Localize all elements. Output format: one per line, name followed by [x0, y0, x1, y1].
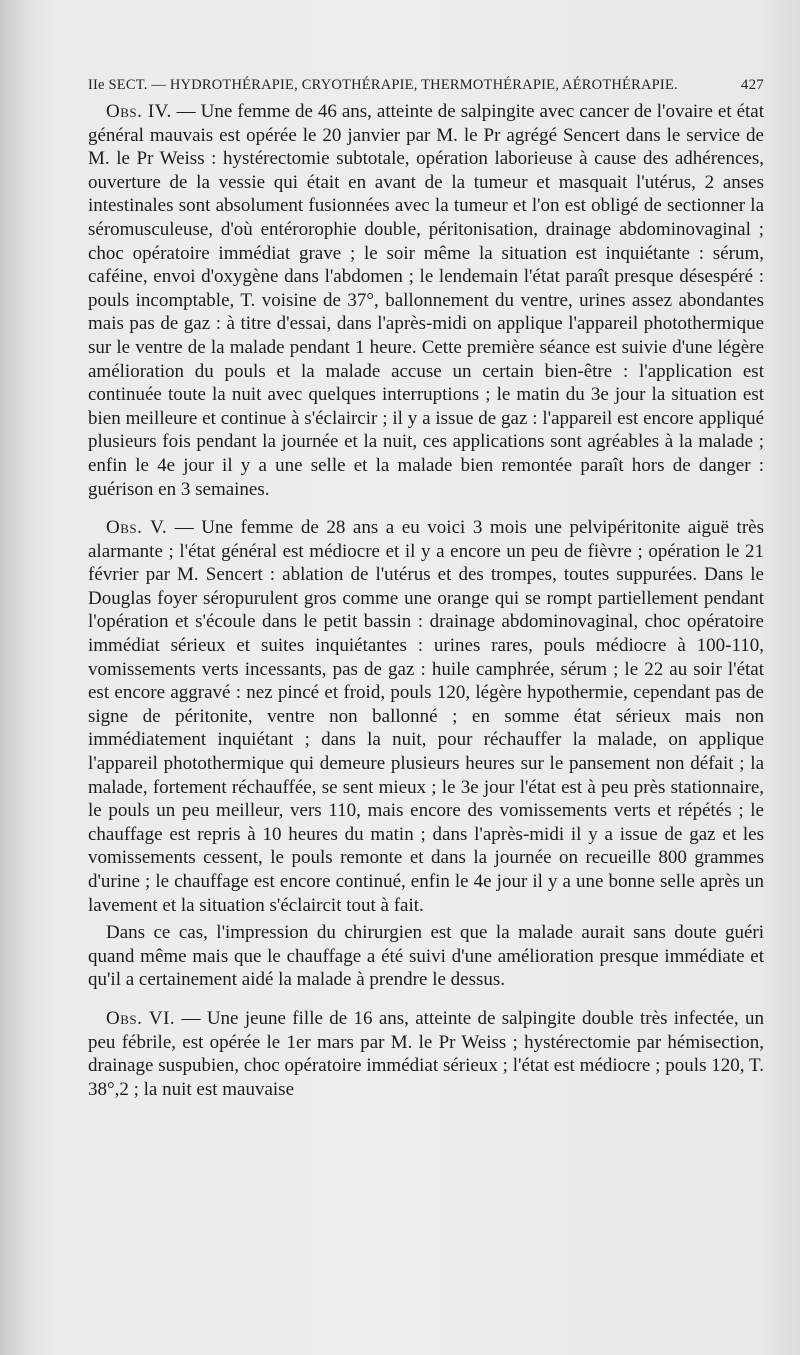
observation-vi-label: Obs. VI. — [106, 1007, 176, 1029]
paragraph-gap — [88, 501, 764, 516]
observation-iv — [88, 100, 764, 501]
observation-iv-label: Obs. IV. — [106, 101, 172, 122]
running-head — [88, 70, 764, 100]
paragraph-gap — [88, 992, 764, 1007]
observation-vi — [88, 1007, 764, 1101]
observation-vi-text: — Une jeune fille de 16 ans, atteinte de salpingite double très infectée, un peu fébrile, est opérée le 1er mars par M. le Pr Weiss ; hystérectomie par hémisection, drainage suspubien, choc opératoire immédiat sérieux ; l'état est médiocre ; pouls 120, T. 38°,2 ; la nuit est mauvaise — [88, 1007, 764, 1100]
commentary-paragraph: Dans ce cas, l'impression du chirurgien est que la malade aurait sans doute guéri quand même mais que le chauffage a été suivi d'une amélioration presque immédiate et qu'il a certainement aidé la malade à prendre le dessus. — [88, 922, 764, 991]
observation-v-label: Obs. V. — [106, 517, 168, 539]
observation-v-text: — Une femme de 28 ans a eu voici 3 mois une pelvipéritonite aiguë très alarmante ; l'état général est médiocre et il y a encore un peu de fièvre ; opération le 21 février par M. Sencert : ablation de l'utérus et des trompes, toutes suppurées. Dans le Douglas foyer séropurulent gros comme une orange qui se rompt partiellement pendant l'opération et s'écoule dans le petit bassin : drainage abdominovaginal, choc opératoire immédiat sérieux et suites inquiétantes : urines rares, pouls médiocre à 100-110, vomissements verts incessants, pas de gaz : huile camphrée, sérum ; le 22 au soir l'état est encore aggravé : nez pincé et froid, pouls 120, légère hypothermie, cependant pas de signe de péritonite, ventre non ballonné ; en somme état sérieux mais non immédiatement inquiétant ; dans la nuit, pour réchauffer la malade, on applique l'appareil photothermique qui demeure plusieurs heures sur le pansement non défait ; la malade, fortement réchauffée, se sent mieux ; le 3e jour l'état est à peu près stationnaire, le pouls un peu meilleur, vers 110, mais encore des vomissements verts et répétés ; le chauffage est repris à 10 heures du matin ; dans l'après-midi il y a issue de gaz et les vomissements cessent, le pouls remonte et dans la journée on recueille 800 grammes d'urine ; le chauffage est encore continué, enfin le 4e jour il y a une bonne selle après un lavement et la situation s'éclaircit tout à fait. — [88, 517, 764, 916]
observation-iv-text: — Une femme de 46 ans, atteinte de salpingite avec cancer de l'ovaire et état général mauvais est opérée le 20 janvier par M. le Pr agrégé Sencert dans le service de M. le Pr Weiss : hystérectomie subtotale, opération laborieuse à cause des adhérences, ouverture de la vessie qui était en avant de la tumeur et masquait l'utérus, 2 anses intestinales sont absolument fusionnées avec la tumeur et l'on est obligé de sectionner la séromusculeuse, d'où entérorophie double, péritonisation, drainage abdominovaginal ; choc opératoire immédiat grave ; le soir même la situation est inquiétante : sérum, caféine, envoi d'oxygène dans l'abdomen ; le lendemain l'état paraît presque désespéré : pouls incomptable, T. voisine de 37°, ballonnement du ventre, urines assez abondantes mais pas de gaz : à titre d'essai, dans l'après-midi on applique l'appareil photothermique sur le ventre de la malade pendant 1 heure. Cette première séance est suivie d'une légère amélioration du pouls et la malade accuse un certain bien-être : l'application est continuée toute la nuit avec quelques interruptions ; le matin du 3e jour la situation est bien meilleure et continue à s'éclaircir ; il y a issue de gaz : l'appareil est encore appliqué plusieurs fois pendant la journée et la nuit, ces applications sont agréables à la malade ; enfin le 4e jour il y a une selle et la malade bien remontée paraît hors de danger : guérison en 3 semaines. — [88, 101, 764, 500]
page-number: 427 — [740, 77, 764, 93]
page-text — [88, 70, 764, 1101]
observation-v — [88, 516, 764, 917]
running-head-title: IIe SECT. — HYDROTHÉRAPIE, CRYOTHÉRAPIE, THERMOTHÉRAPIE, AÉROTHÉRAPIE. — [88, 77, 678, 93]
